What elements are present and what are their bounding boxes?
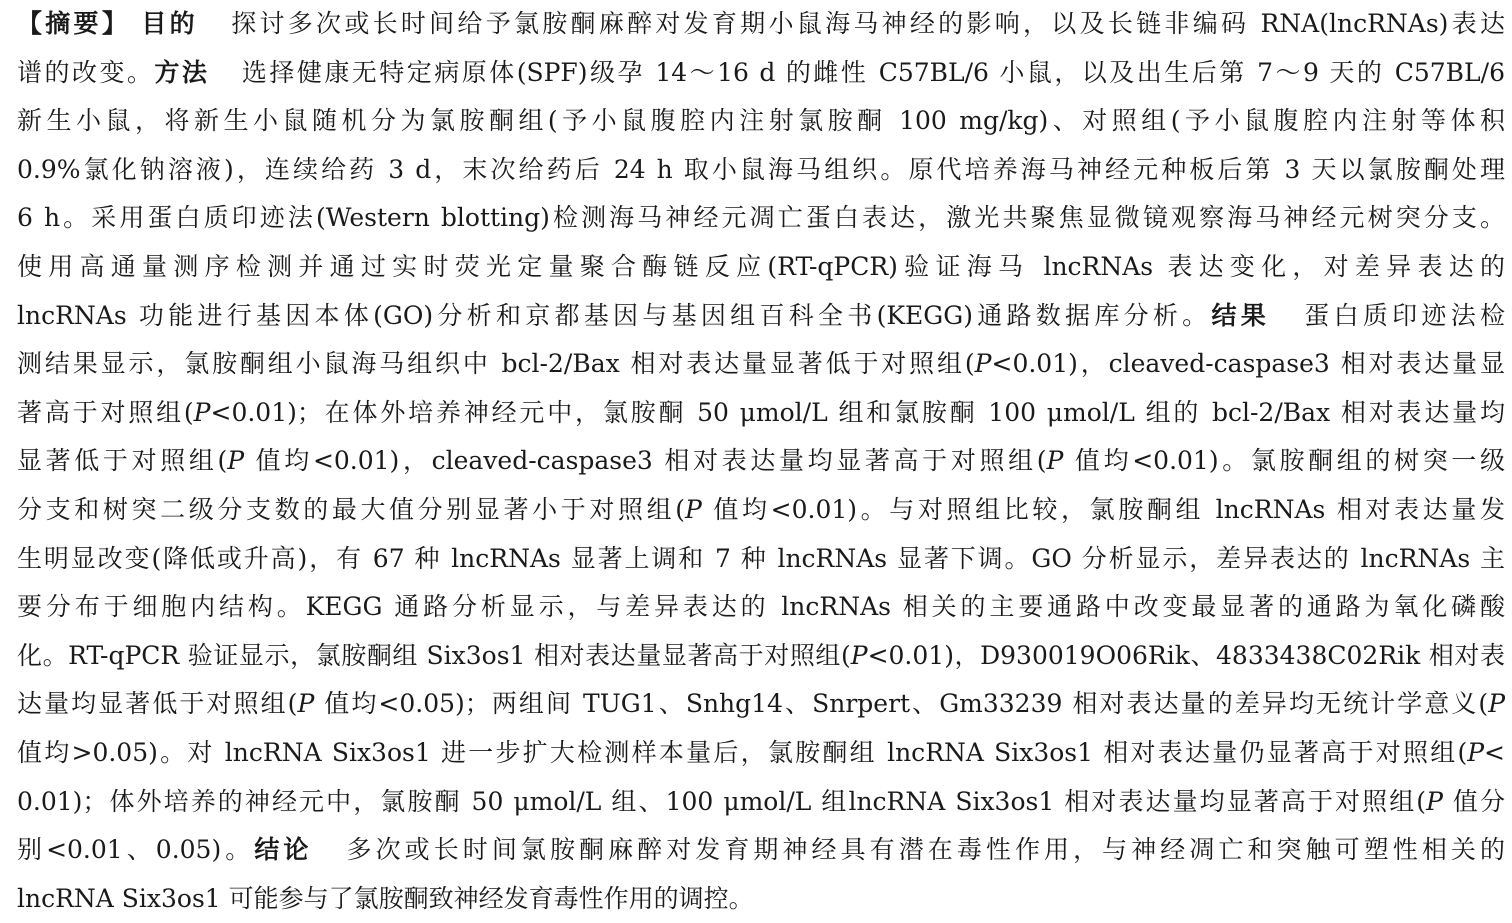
text-line xyxy=(17,0,1505,49)
text-run: 0.01)；体外培养的神经元中，氯胺酮 50 μmol/L 组、100 μmol/L 组lncRNA Six3os1 相对表达量均显著高于对照组( xyxy=(17,786,1427,816)
text-run: <0.01)，cleaved-caspase3 相对表达量显 xyxy=(991,349,1505,379)
text-run: 值均<0.01)，cleaved-caspase3 相对表达量均显著高于对照组( xyxy=(244,446,1047,476)
text-run: 化。RT-qPCR 验证显示，氯胺酮组 Six3os1 相对表达量显著高于对照组( xyxy=(17,640,851,670)
p-symbol: P xyxy=(1488,689,1505,719)
text-run: 选择健康无特定病原体(SPF)级孕 14～16 d 的雌性 C57BL/6 小鼠，以及出生后第 7～9 天的 C57BL/6 xyxy=(239,57,1505,87)
text-line xyxy=(17,875,1505,923)
text-run: 多次或长时间氯胺酮麻醉对发育期神经具有潜在毒性作用，与神经凋亡和突触可塑性相关的 xyxy=(342,835,1505,865)
text-run: 测结果显示，氯胺酮组小鼠海马组织中 bcl-2/Bax 相对表达量显著低于对照组( xyxy=(17,349,975,379)
text-line xyxy=(17,486,1505,535)
text-line xyxy=(17,437,1505,486)
text-run: 使用高通量测序检测并通过实时荧光定量聚合酶链反应(RT-qPCR)验证海马 lncRNAs 表达变化，对差异表达的 xyxy=(17,251,1505,281)
text-run: 分支和树突二级分支数的最大值分别显著小于对照组( xyxy=(17,494,686,524)
text-line xyxy=(17,826,1505,875)
text-line xyxy=(17,680,1505,729)
text-run: lncRNA Six3os1 可能参与了氯胺酮致神经发育毒性作用的调控。 xyxy=(17,883,754,913)
text-run: 谱的改变。 xyxy=(17,57,155,87)
text-line xyxy=(17,389,1505,438)
text-run: 6 h。采用蛋白质印迹法(Western blotting)检测海马神经元凋亡蛋白表达，激光共聚焦显微镜观察海马神经元树突分支。 xyxy=(17,203,1505,233)
text-line xyxy=(17,583,1505,632)
text-run: lncRNAs 功能进行基因本体(GO)分析和京都基因与基因组百科全书(KEGG)通路数据库分析。 xyxy=(17,300,1212,330)
p-symbol: P xyxy=(1426,786,1443,816)
text-run: 著高于对照组( xyxy=(17,397,194,427)
p-symbol: P xyxy=(974,349,992,379)
p-symbol: P xyxy=(227,446,245,476)
text-run: <0.01)；在体外培养神经元中，氯胺酮 50 μmol/L 组和氯胺酮 100 μmol/L 组的 bcl-2/Bax 相对表达量均 xyxy=(210,397,1505,427)
text-line xyxy=(17,729,1505,778)
objective-heading: 目的 xyxy=(141,9,198,38)
text-line xyxy=(17,340,1505,389)
p-symbol: P xyxy=(1467,737,1485,767)
text-line xyxy=(17,535,1505,584)
text-run: 蛋白质印迹法检 xyxy=(1300,300,1505,330)
text-line xyxy=(17,778,1505,827)
text-line xyxy=(17,292,1505,341)
abstract-heading: 【摘要】 xyxy=(17,9,131,38)
p-symbol: P xyxy=(297,689,315,719)
conclusion-heading: 结论 xyxy=(254,835,313,865)
text-run: 生明显改变(降低或升高)，有 67 种 lncRNAs 显著上调和 7 种 lncRNAs 显著下调。GO 分析显示，差异表达的 lncRNAs 主 xyxy=(17,543,1505,573)
text-run: <0.01)，D930019O06Rik、4833438C02Rik 相对表 xyxy=(867,640,1505,670)
text-run: 显著低于对照组( xyxy=(17,446,228,476)
p-symbol: P xyxy=(193,397,211,427)
text-run: 值均<0.01)。与对照组比较，氯胺酮组 lncRNAs 相对表达量发 xyxy=(701,494,1505,524)
text-run: 别<0.01、0.05)。 xyxy=(17,835,255,865)
text-run: 探讨多次或长时间给予氯胺酮麻醉对发育期小鼠海马神经的影响，以及长链非编码 RNA(lncRNAs)表达 xyxy=(227,9,1505,38)
text-run: 要分布于细胞内结构。KEGG 通路分析显示，与差异表达的 lncRNAs 相关的主要通路中改变最显著的通路为氧化磷酸 xyxy=(17,592,1505,622)
text-run: 值均<0.05)；两组间 TUG1、Snhg14、Snrpert、Gm33239 相对表达量的差异均无统计学意义( xyxy=(314,689,1489,719)
p-symbol: P xyxy=(850,640,868,670)
text-run: 值均<0.01)。氯胺酮组的树突一级 xyxy=(1063,446,1505,476)
text-run: 值分 xyxy=(1442,786,1505,816)
text-run: < xyxy=(1484,737,1505,767)
text-run: 达量均显著低于对照组( xyxy=(17,689,298,719)
text-run: 值均>0.05)。对 lncRNA Six3os1 进一步扩大检测样本量后，氯胺酮组 lncRNA Six3os1 相对表达量仍显著高于对照组( xyxy=(17,737,1468,767)
results-heading: 结果 xyxy=(1211,300,1271,330)
text-line xyxy=(17,243,1505,292)
text-line xyxy=(17,97,1505,146)
text-line xyxy=(17,194,1505,243)
p-symbol: P xyxy=(685,494,702,524)
methods-heading: 方法 xyxy=(154,57,210,87)
text-line xyxy=(17,49,1505,98)
p-symbol: P xyxy=(1046,446,1064,476)
text-line xyxy=(17,146,1505,195)
text-run: 新生小鼠，将新生小鼠随机分为氯胺酮组(予小鼠腹腔内注射氯胺酮 100 mg/kg)、对照组(予小鼠腹腔内注射等体积 xyxy=(17,106,1505,136)
text-line xyxy=(17,632,1505,681)
text-run: 0.9%氯化钠溶液)，连续给药 3 d，末次给药后 24 h 取小鼠海马组织。原代培养海马神经元种板后第 3 天以氯胺酮处理 xyxy=(17,154,1505,184)
